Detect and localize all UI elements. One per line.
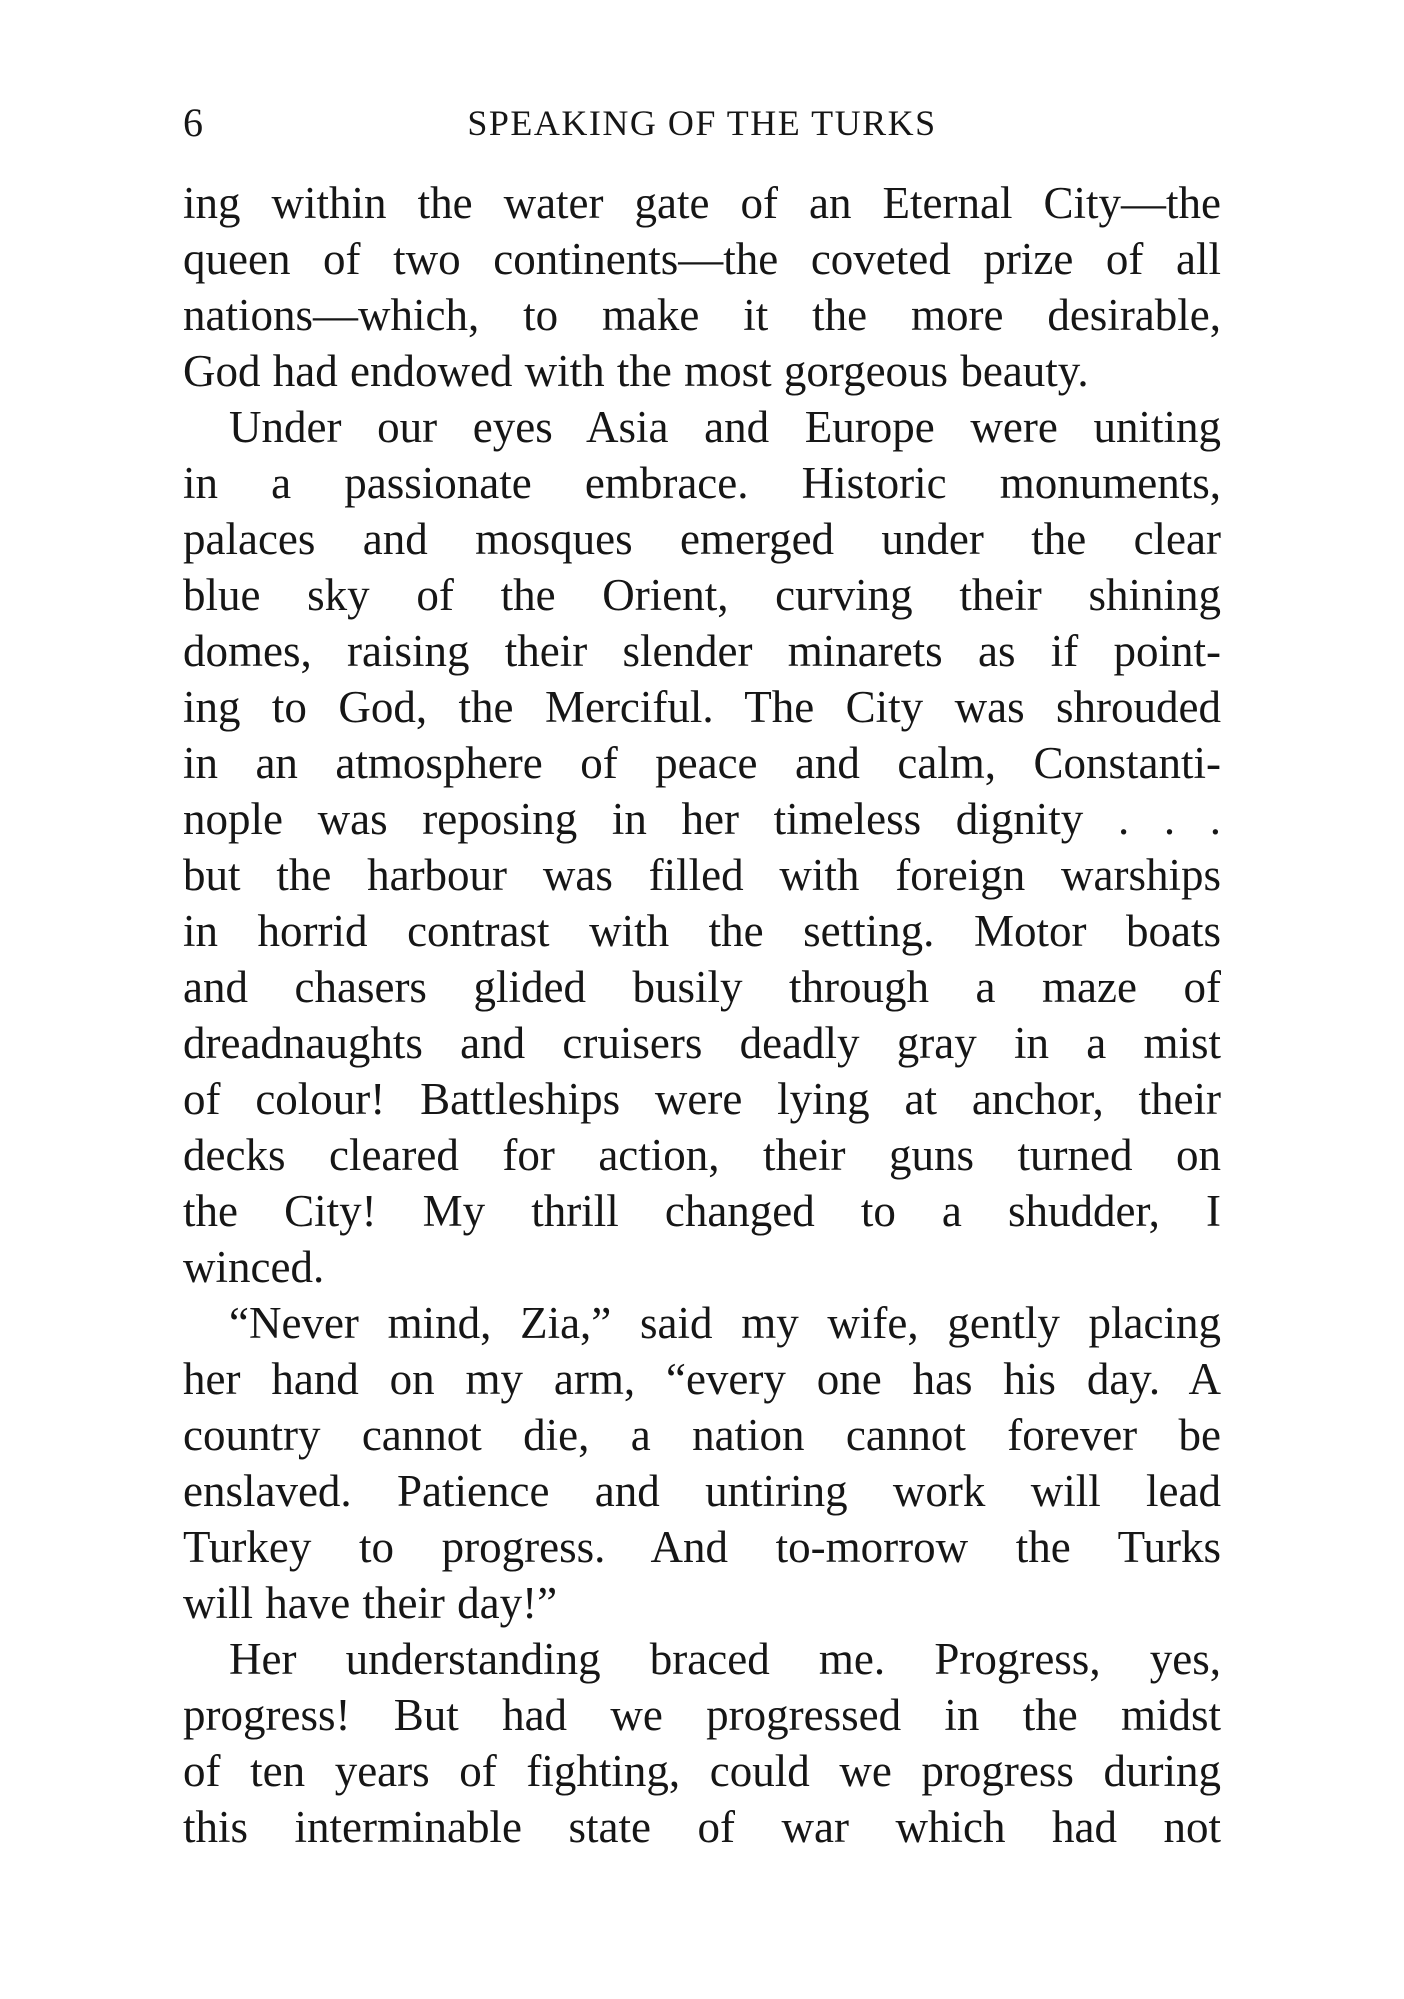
text-line: ing within the water gate of an Eternal City—the <box>183 178 1221 228</box>
text-line: her hand on my arm, “every one has his day. A <box>183 1354 1221 1404</box>
text-line: Her understanding braced me. Progress, yes, <box>229 1634 1221 1684</box>
text-line: in horrid contrast with the setting. Motor boats <box>183 906 1221 956</box>
text-line: and chasers glided busily through a maze of <box>183 962 1221 1012</box>
text-line: Under our eyes Asia and Europe were uniting <box>229 402 1221 452</box>
text-line: this interminable state of war which had not <box>183 1802 1221 1852</box>
text-line: palaces and mosques emerged under the clear <box>183 514 1221 564</box>
text-line: will have their day!” <box>183 1578 558 1628</box>
text-line: domes, raising their slender minarets as if point- <box>183 626 1221 676</box>
text-line: God had endowed with the most gorgeous beauty. <box>183 346 1089 396</box>
page-number: 6 <box>183 100 203 145</box>
running-head <box>183 98 1221 148</box>
text-line: Turkey to progress. And to-morrow the Turks <box>183 1522 1221 1572</box>
running-title: SPEAKING OF THE TURKS <box>467 103 937 143</box>
text-line: country cannot die, a nation cannot forever be <box>183 1410 1221 1460</box>
text-line: decks cleared for action, their guns turned on <box>183 1130 1221 1180</box>
text-line: in an atmosphere of peace and calm, Constanti- <box>183 738 1221 788</box>
text-line: in a passionate embrace. Historic monuments, <box>183 458 1221 508</box>
text-line: dreadnaughts and cruisers deadly gray in a mist <box>183 1018 1221 1068</box>
text-line: of colour! Battleships were lying at anchor, their <box>183 1074 1221 1124</box>
body-text <box>183 175 1221 1855</box>
text-line: ing to God, the Merciful. The City was shrouded <box>183 682 1221 732</box>
text-line: progress! But had we progressed in the midst <box>183 1690 1221 1740</box>
text-line: queen of two continents—the coveted prize of all <box>183 234 1221 284</box>
text-line: “Never mind, Zia,” said my wife, gently placing <box>229 1298 1221 1348</box>
text-line: of ten years of fighting, could we progress during <box>183 1746 1221 1796</box>
text-line: the City! My thrill changed to a shudder, I <box>183 1186 1221 1236</box>
text-line: winced. <box>183 1242 325 1292</box>
text-line: but the harbour was filled with foreign warships <box>183 850 1221 900</box>
text-line: enslaved. Patience and untiring work will lead <box>183 1466 1221 1516</box>
text-line: nople was reposing in her timeless dignity . . . <box>183 794 1221 844</box>
text-line: blue sky of the Orient, curving their shining <box>183 570 1221 620</box>
text-line: nations—which, to make it the more desirable, <box>183 290 1221 340</box>
